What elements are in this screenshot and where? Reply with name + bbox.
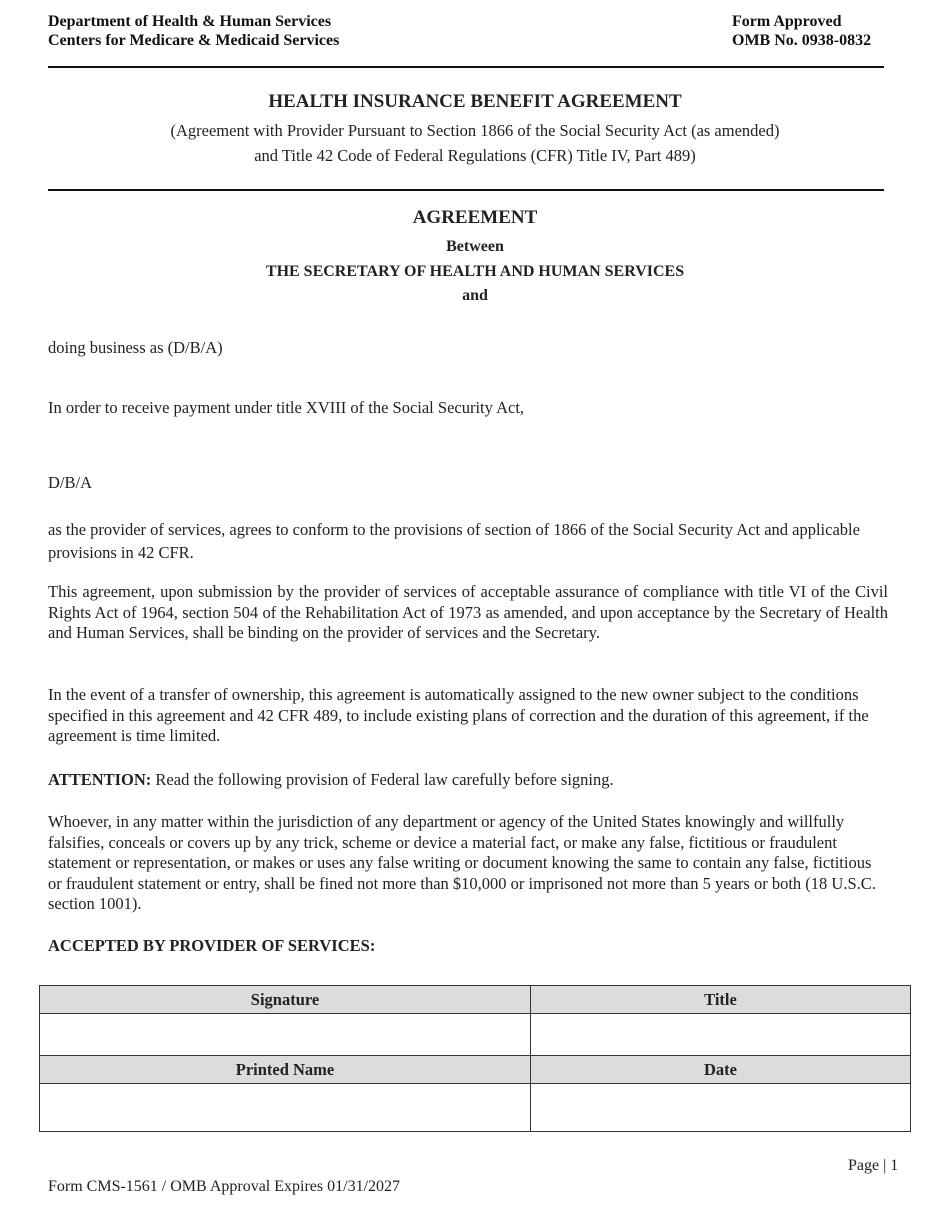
attention-line	[48, 770, 888, 791]
date-header: Date	[531, 1056, 911, 1084]
printed-name-header: Printed Name	[40, 1056, 531, 1084]
accepted-heading: ACCEPTED BY PROVIDER OF SERVICES:	[48, 936, 376, 955]
attention-label: ATTENTION:	[48, 770, 152, 789]
department-name: Department of Health & Human Services	[48, 13, 332, 30]
centers-name: Centers for Medicare & Medicaid Services	[48, 32, 340, 49]
dba-short-label: D/B/A	[48, 473, 93, 492]
signature-table	[39, 985, 911, 1132]
payment-intro: In order to receive payment under title XVIII of the Social Security Act,	[48, 398, 525, 417]
subtitle-line-2: and Title 42 Code of Federal Regulations (CFR) Title IV, Part 489)	[254, 146, 696, 165]
agreement-parties	[48, 235, 902, 309]
binding-paragraph: This agreement, upon submission by the provider of services of acceptable assurance of compliance with title VI of the Civil Rights Act of 1964, section 504 of the Rehabilitation Act of 1973 as amended, and upon acceptance by the Secretary of Health and Human Services, shall be binding on the provider of services and the Secretary.	[48, 582, 888, 642]
title-field[interactable]	[531, 1014, 911, 1056]
attention-text: Read the following provision of Federal law carefully before signing.	[151, 770, 614, 789]
signature-header: Signature	[40, 986, 531, 1014]
title-header: Title	[531, 986, 911, 1014]
header-divider	[48, 66, 884, 68]
printed-name-field[interactable]	[40, 1084, 531, 1132]
omb-header	[732, 12, 871, 50]
omb-number: OMB No. 0938-0832	[732, 32, 872, 49]
form-footer: Form CMS-1561 / OMB Approval Expires 01/31/2027	[48, 1178, 401, 1195]
and-label: and	[462, 287, 488, 304]
form-title: HEALTH INSURANCE BENEFIT AGREEMENT	[268, 91, 682, 112]
page-number: Page | 1	[848, 1157, 899, 1174]
form-approved-label: Form Approved	[732, 13, 842, 30]
form-subtitle	[48, 118, 902, 168]
dba-label: doing business as (D/B/A)	[48, 338, 223, 357]
provider-paragraph: as the provider of services, agrees to conform to the provisions of section of 1866 of the Social Security Act and applicable provisions in 42 CFR.	[48, 520, 860, 562]
secretary-party: THE SECRETARY OF HEALTH AND HUMAN SERVICES	[265, 262, 685, 280]
between-label: Between	[446, 238, 504, 255]
date-field[interactable]	[531, 1084, 911, 1132]
law-paragraph: Whoever, in any matter within the jurisdiction of any department or agency of the United States knowingly and willfully falsifies, conceals or covers up by any trick, scheme or device a material fact, or make any false, fictitious or fraudulent statement or representation, or makes or uses any false writing or document knowing the same to contain any false, fictitious or fraudulent statement or entry, shall be fined not more than $10,000 or imprisoned not more than 5 years or both (18 U.S.C. section 1001).	[48, 812, 876, 913]
agency-header	[48, 12, 339, 50]
transfer-paragraph: In the event of a transfer of ownership, this agreement is automatically assigned to the new owner subject to the conditions specified in this agreement and 42 CFR 489, to include existing plans of correction and the duration of this agreement, if the agreement is time limited.	[48, 685, 869, 745]
agreement-heading: AGREEMENT	[412, 207, 538, 228]
title-divider	[48, 189, 884, 191]
subtitle-line-1: (Agreement with Provider Pursuant to Section 1866 of the Social Security Act (as amended)	[170, 121, 780, 140]
signature-field[interactable]	[40, 1014, 531, 1056]
